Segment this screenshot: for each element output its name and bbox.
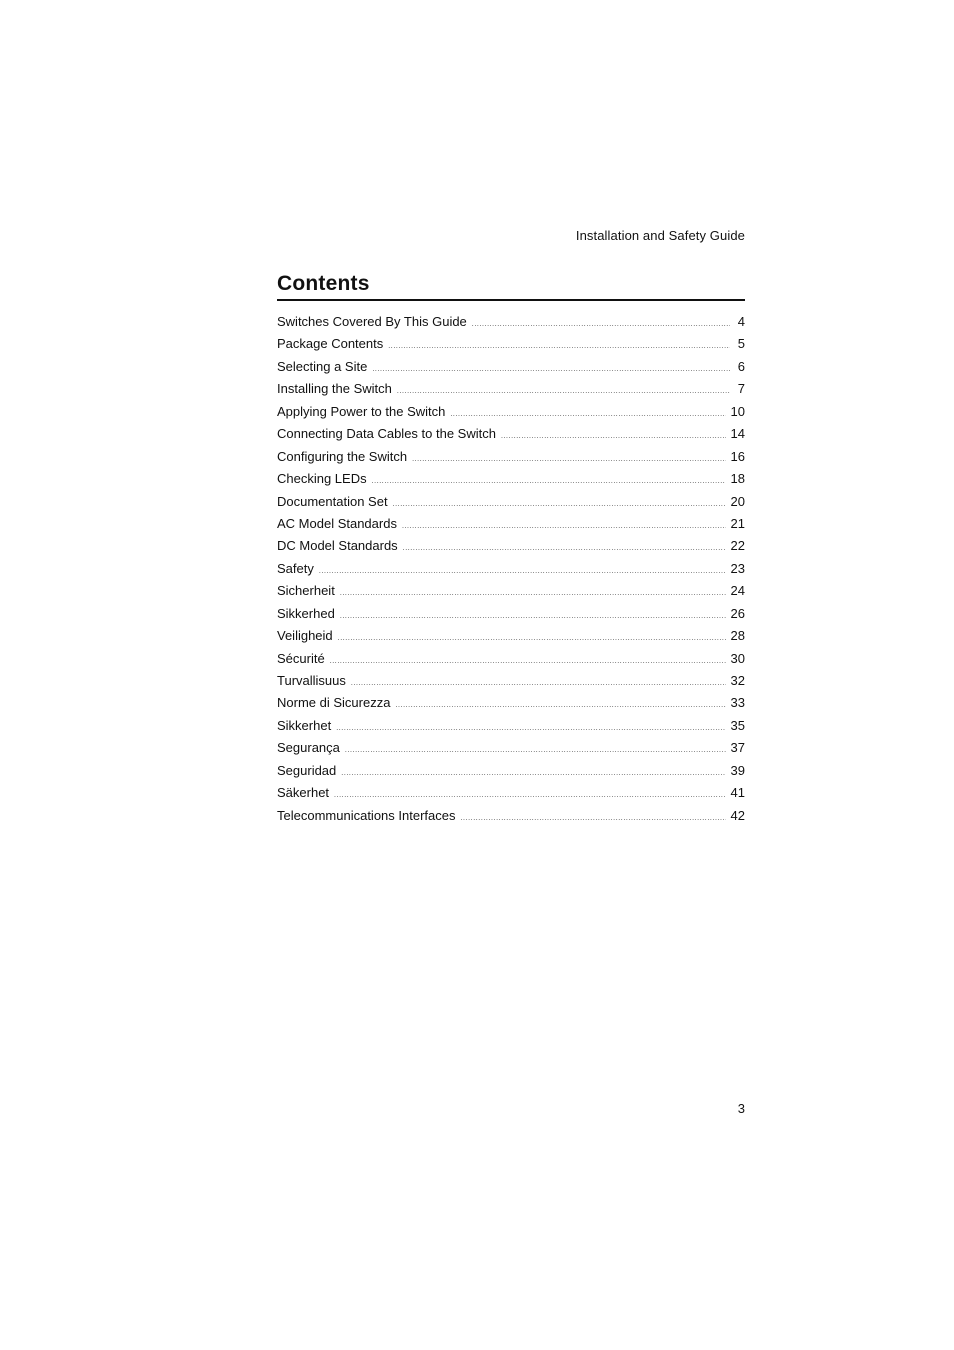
toc-dot-leader (345, 741, 726, 761)
table-of-contents (277, 312, 745, 828)
toc-entry-label: Configuring the Switch (277, 448, 408, 464)
toc-entry-label: Sicherheit (277, 583, 335, 599)
toc-entry-label: Connecting Data Cables to the Switch (277, 426, 496, 442)
toc-entry-label: Sécurité (277, 650, 325, 666)
toc-entry-label: Norme di Sicurezza (277, 695, 391, 711)
toc-entry-page: 10 (730, 403, 745, 419)
toc-dot-leader (397, 382, 730, 402)
toc-entry-label: Switches Covered By This Guide (277, 314, 467, 329)
toc-entry[interactable] (277, 334, 745, 356)
toc-entry[interactable] (277, 312, 745, 334)
toc-entry[interactable] (277, 424, 745, 446)
toc-entry-label: Checking LEDs (277, 471, 367, 487)
toc-entry-label: Safety (277, 560, 314, 576)
toc-entry-page: 21 (730, 515, 745, 531)
toc-dot-leader (412, 450, 725, 470)
toc-entry-page: 42 (730, 807, 745, 823)
toc-entry[interactable] (277, 626, 745, 648)
toc-entry[interactable] (277, 492, 745, 514)
toc-entry-page: 5 (737, 336, 745, 352)
title-divider (277, 299, 745, 301)
toc-entry-page: 37 (730, 740, 745, 756)
toc-entry-page: 35 (730, 717, 745, 733)
toc-entry-label: Säkerhet (277, 785, 330, 801)
toc-entry-page: 22 (730, 538, 745, 554)
toc-entry-label: DC Model Standards (277, 538, 398, 554)
toc-dot-leader (395, 696, 725, 716)
toc-entry-label: Telecommunications Interfaces (277, 807, 456, 823)
toc-entry[interactable] (277, 649, 745, 671)
toc-entry-page: 41 (730, 785, 745, 801)
toc-dot-leader (450, 405, 725, 425)
toc-entry[interactable] (277, 716, 745, 738)
toc-entry-label: Sikkerhet (277, 717, 332, 733)
toc-entry-page: 16 (730, 448, 745, 464)
toc-entry-label: Seguridad (277, 762, 337, 778)
toc-dot-leader (340, 584, 726, 604)
toc-entry-page: 26 (730, 605, 745, 621)
toc-entry[interactable] (277, 806, 745, 828)
toc-dot-leader (372, 360, 730, 380)
toc-dot-leader (351, 674, 726, 694)
toc-entry-page: 23 (730, 560, 745, 576)
toc-entry[interactable] (277, 447, 745, 469)
toc-entry-page: 33 (730, 695, 745, 711)
toc-entry-page: 28 (730, 628, 745, 644)
toc-entry-label: Package Contents (277, 336, 384, 352)
toc-entry[interactable] (277, 671, 745, 693)
toc-entry[interactable] (277, 783, 745, 805)
toc-entry-label: AC Model Standards (277, 515, 397, 531)
toc-dot-leader (372, 472, 726, 492)
toc-entry[interactable] (277, 693, 745, 715)
toc-dot-leader (319, 562, 726, 582)
toc-dot-leader (393, 495, 726, 515)
toc-dot-leader (472, 315, 730, 335)
toc-dot-leader (341, 764, 725, 784)
toc-entry[interactable] (277, 402, 745, 424)
page-title: Contents (277, 272, 370, 295)
toc-entry-label: Selecting a Site (277, 358, 368, 374)
toc-entry[interactable] (277, 379, 745, 401)
toc-dot-leader (402, 517, 726, 537)
toc-dot-leader (388, 337, 730, 357)
toc-entry-page: 39 (730, 762, 745, 778)
toc-entry[interactable] (277, 536, 745, 558)
toc-entry[interactable] (277, 738, 745, 760)
toc-entry-label: Documentation Set (277, 493, 388, 509)
toc-entry[interactable] (277, 469, 745, 491)
toc-dot-leader (338, 629, 726, 649)
toc-entry-page: 18 (730, 471, 745, 487)
toc-entry-page: 32 (730, 673, 745, 688)
toc-entry-label: Turvallisuus (277, 673, 346, 688)
toc-entry-page: 7 (737, 381, 745, 397)
toc-entry-page: 24 (730, 583, 745, 599)
toc-entry-page: 6 (737, 358, 745, 374)
toc-dot-leader (501, 427, 726, 447)
toc-entry[interactable] (277, 559, 745, 581)
toc-entry[interactable] (277, 357, 745, 379)
toc-entry-page: 20 (730, 493, 745, 509)
toc-dot-leader (330, 652, 726, 672)
toc-entry-page: 30 (730, 650, 745, 666)
toc-entry[interactable] (277, 761, 745, 783)
toc-entry[interactable] (277, 581, 745, 603)
toc-entry[interactable] (277, 514, 745, 536)
toc-dot-leader (460, 809, 725, 829)
toc-entry-label: Veiligheid (277, 628, 333, 644)
toc-entry-label: Segurança (277, 740, 340, 756)
toc-dot-leader (336, 719, 725, 739)
toc-dot-leader (340, 607, 726, 627)
toc-entry-page: 4 (737, 314, 745, 329)
toc-entry-label: Installing the Switch (277, 381, 392, 397)
toc-entry-label: Sikkerhed (277, 605, 335, 621)
toc-entry-label: Applying Power to the Switch (277, 403, 446, 419)
toc-dot-leader (403, 539, 726, 559)
page-number: 3 (737, 1101, 745, 1116)
toc-dot-leader (334, 786, 725, 806)
running-header: Installation and Safety Guide (575, 228, 745, 243)
toc-entry-page: 14 (730, 426, 745, 442)
toc-entry[interactable] (277, 604, 745, 626)
